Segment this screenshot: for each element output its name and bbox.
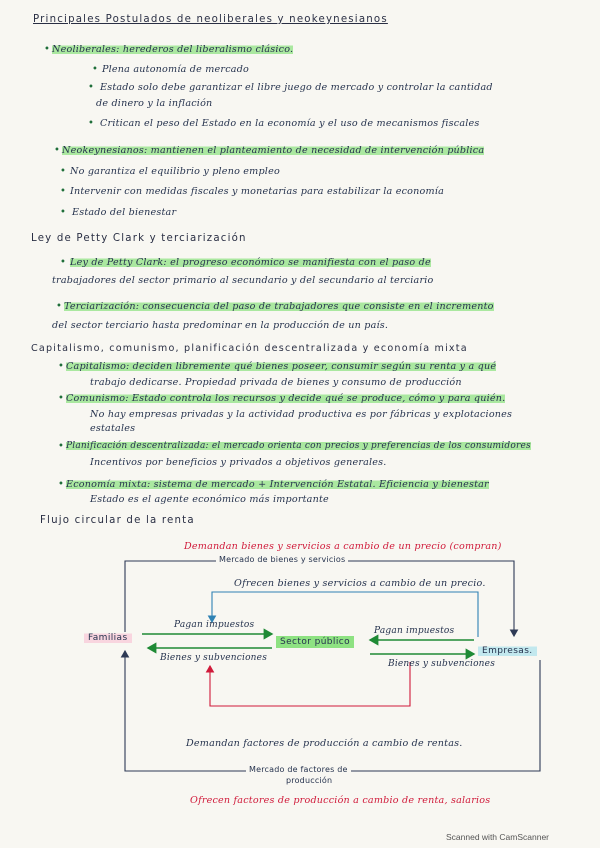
comunismo-line: No hay empresas privadas y la actividad productiva es por fábricas y explotaciones — [90, 409, 513, 420]
label-pagan-izq: Pagan impuestos — [174, 620, 255, 630]
title-petty: Ley de Petty Clark y terciarización — [31, 233, 247, 244]
neokeynesianos-title: Neokeynesianos: mantienen el planteamiento de necesidad de intervención pública — [62, 145, 485, 156]
capitalismo-line: Capitalismo: deciden libremente qué bienes poseer, consumir según su renta y a qué — [66, 361, 497, 372]
bullet-icon: • — [60, 207, 66, 218]
label-bottom-red: Ofrecen factores de producción a cambio de renta, salarios — [190, 795, 491, 806]
label-mercado-bienes: Mercado de bienes y servicios — [216, 555, 348, 564]
label-pagan-der: Pagan impuestos — [374, 626, 455, 636]
node-sector-publico: Sector público — [276, 636, 354, 648]
title-flujo: Flujo circular de la renta — [40, 515, 195, 526]
title-sistemas: Capitalismo, comunismo, planificación descentralizada y economía mixta — [31, 343, 468, 354]
bullet-icon: • — [58, 479, 64, 490]
petty-line: Ley de Petty Clark: el progreso económico se manifiesta con el paso de — [70, 257, 431, 268]
planificacion-line: Incentivos por beneficios y privados a objetivos generales. — [90, 457, 387, 468]
neokeynesianos-item: Estado del bienestar — [72, 207, 177, 218]
comunismo-line: Comunismo: Estado controla los recursos y decide qué se produce, cómo y para quién. — [66, 393, 506, 404]
mixta-line: Economía mixta: sistema de mercado + Intervención Estatal. Eficiencia y bienestar — [66, 479, 489, 490]
label-bienes-izq: Bienes y subvenciones — [160, 653, 268, 663]
label-top-red: Demandan bienes y servicios a cambio de un precio (compran) — [184, 541, 502, 552]
terciarizacion-line: del sector terciario hasta predominar en la producción de un país. — [52, 320, 389, 331]
label-mercado-factores: Mercado de factores de — [246, 765, 351, 774]
bullet-icon: • — [60, 186, 66, 197]
bullet-icon: • — [92, 64, 98, 75]
petty-line: trabajadores del sector primario al secundario y del secundario al terciario — [52, 275, 434, 286]
neokeynesianos-item: No garantiza el equilibrio y pleno empleo — [70, 166, 280, 177]
bullet-icon: • — [88, 118, 94, 129]
neoliberales-item: Critican el peso del Estado en la economía y el uso de mecanismos fiscales — [100, 118, 480, 129]
mixta-line: Estado es el agente económico más importante — [90, 494, 329, 505]
label-mercado-factores-2: producción — [286, 776, 333, 785]
neokeynesianos-item: Intervenir con medidas fiscales y monetarias para estabilizar la economía — [70, 186, 444, 197]
bullet-icon: • — [60, 257, 66, 268]
label-demandan-factores: Demandan factores de producción a cambio de rentas. — [186, 738, 463, 749]
bullet-icon: • — [88, 82, 94, 93]
comunismo-line: estatales — [90, 423, 136, 434]
bullet-icon: • — [58, 393, 64, 404]
node-familias: Familias — [84, 632, 132, 644]
title-postulados: Principales Postulados de neoliberales y neokeynesianos — [33, 14, 388, 25]
bullet-icon: • — [60, 166, 66, 177]
scanner-footer: Scanned with CamScanner — [446, 832, 550, 842]
arrow-inner-bottom — [210, 662, 410, 706]
neoliberales-title: Neoliberales: herederos del liberalismo clásico. — [52, 44, 294, 55]
terciarizacion-line: Terciarización: consecuencia del paso de trabajadores que consiste en el incremento — [64, 301, 494, 312]
bullet-icon: • — [54, 145, 60, 156]
node-empresas: Empresas. — [478, 645, 537, 657]
planificacion-line: Planificación descentralizada: el mercado orienta con precios y preferencias de los consumidores — [66, 441, 531, 451]
capitalismo-line: trabajo dedicarse. Propiedad privada de bienes y consumo de producción — [90, 377, 462, 388]
bullet-icon: • — [44, 44, 50, 55]
bullet-icon: • — [58, 441, 64, 452]
bullet-icon: • — [56, 301, 62, 312]
neoliberales-item: de dinero y la inflación — [96, 98, 213, 109]
label-ofrecen-bienes: Ofrecen bienes y servicios a cambio de un precio. — [234, 578, 486, 589]
label-bienes-der: Bienes y subvenciones — [388, 659, 496, 669]
arrow-outer-bottom — [125, 651, 540, 771]
neoliberales-item: Estado solo debe garantizar el libre juego de mercado y controlar la cantidad — [100, 82, 493, 93]
neoliberales-item: Plena autonomía de mercado — [102, 64, 250, 75]
bullet-icon: • — [58, 361, 64, 372]
